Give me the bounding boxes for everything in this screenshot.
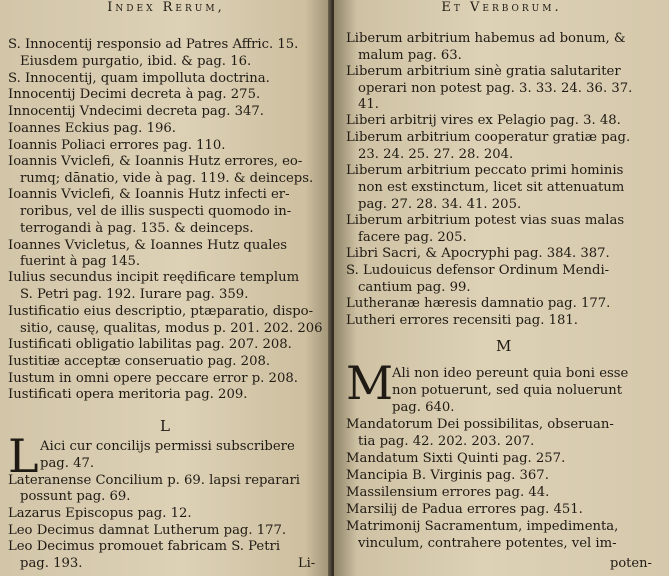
- index-entry: 41.: [358, 97, 379, 112]
- index-entry: Iustificati obligatio labilitas pag. 207. 208.: [8, 337, 292, 352]
- index-entry: operari non potest pag. 3. 33. 24. 36. 37.: [358, 81, 633, 96]
- index-entry: S. Innocentij responsio ad Patres Affric. 15.: [8, 37, 299, 52]
- section-heading-letter: L: [160, 417, 170, 435]
- index-entry: Innocentij Vndecimi decreta pag. 347.: [8, 104, 264, 119]
- index-entry: Liberum arbitrium habemus ad bonum, &: [346, 31, 626, 46]
- index-entry: Iustificati opera meritoria pag. 209.: [8, 387, 248, 402]
- index-entry: Ioannes Eckius pag. 196.: [8, 121, 176, 136]
- index-entry: Ioannis Vviclefi, & Ioannis Hutz infecti er-: [8, 187, 290, 202]
- index-entry: pag. 47.: [40, 456, 95, 471]
- index-entry: Libri Sacri, & Apocryphi pag. 384. 387.: [346, 246, 610, 261]
- drop-cap: M: [346, 356, 394, 410]
- index-entry: Ioannis Poliaci errores pag. 110.: [8, 138, 226, 153]
- index-entry: rumq; dānatio, vide à pag. 119. & deinceps.: [20, 171, 314, 186]
- index-entry: Leo Decimus promouet fabricam S. Petri: [8, 539, 281, 554]
- index-entry: Matrimonij Sacramentum, impedimenta,: [346, 519, 619, 534]
- index-entry: pag. 27. 28. 34. 41. 205.: [358, 197, 522, 212]
- index-entry: Marsilij de Padua errores pag. 451.: [346, 502, 583, 517]
- drop-cap: L: [8, 429, 39, 483]
- left-page: [0, 0, 332, 576]
- index-entry: Eiusdem purgatio, ibid. & pag. 16.: [20, 54, 252, 69]
- index-entry: pag. 640.: [392, 400, 455, 415]
- index-entry: Ioannes Vvicletus, & Ioannes Hutz quales: [8, 238, 288, 253]
- index-entry: tia pag. 42. 202. 203. 207.: [358, 434, 535, 449]
- index-entry: 23. 24. 25. 27. 28. 204.: [358, 147, 514, 162]
- index-entry: Leo Decimus damnat Lutherum pag. 177.: [8, 523, 287, 538]
- index-entry: S. Petri pag. 192. Iurare pag. 359.: [20, 287, 249, 302]
- index-entry: Lutheranæ hæresis damnatio pag. 177.: [346, 296, 611, 311]
- index-entry: Mandatorum Dei possibilitas, obseruan-: [346, 417, 614, 432]
- index-entry: Iustificatio eius descriptio, ptæparatio, dispo-: [8, 304, 314, 319]
- right-running-header: Et Verborum.: [441, 0, 562, 15]
- catchword: Li-: [298, 556, 316, 571]
- index-entry: Ali non ideo pereunt quia boni esse: [392, 366, 629, 381]
- index-entry: Aici cur concilijs permissi subscribere: [40, 439, 295, 454]
- catchword: poten-: [610, 556, 652, 571]
- section-heading-letter: M: [496, 337, 512, 355]
- left-running-header: Index Rerum,: [107, 0, 225, 15]
- index-entry: Lazarus Episcopus pag. 12.: [8, 506, 192, 521]
- index-entry: roribus, vel de illis suspecti quomodo in-: [20, 204, 292, 219]
- index-entry: Mandatum Sixti Quinti pag. 257.: [346, 451, 566, 466]
- index-entry: Iustitiæ acceptæ conseruatio pag. 208.: [8, 354, 271, 369]
- index-entry: malum pag. 63.: [358, 48, 462, 63]
- right-page: [334, 0, 669, 576]
- index-entry: Lateranense Concilium p. 69. lapsi reparari: [8, 473, 300, 488]
- index-entry: Mancipia B. Virginis pag. 367.: [346, 468, 549, 483]
- index-entry: non potuerunt, sed quia noluerunt: [392, 383, 623, 398]
- index-entry: vinculum, contrahere potentes, vel im-: [358, 536, 617, 551]
- index-entry: Liberum arbitrium peccato primi hominis: [346, 163, 624, 178]
- index-entry: Lutheri errores recensiti pag. 181.: [346, 313, 578, 328]
- index-entry: Iustum in omni opere peccare error p. 208.: [8, 371, 298, 386]
- index-entry: Ioannis Vviclefi, & Ioannis Hutz errores, eo-: [8, 154, 303, 169]
- index-entry: non est exstinctum, licet sit attenuatum: [358, 180, 625, 195]
- index-entry: Liberum arbitrium potest vias suas malas: [346, 213, 625, 228]
- index-entry: Liberum arbitrium cooperatur gratiæ pag.: [346, 130, 631, 145]
- index-entry: possunt pag. 69.: [20, 489, 131, 504]
- index-entry: Iulius secundus incipit reędificare templum: [8, 270, 300, 285]
- index-entry: facere pag. 205.: [358, 230, 467, 245]
- index-entry: Innocentij Decimi decreta à pag. 275.: [8, 87, 261, 102]
- index-entry: sitio, causę, qualitas, modus p. 201. 202. 206: [20, 321, 323, 336]
- index-entry: Massilensium errores pag. 44.: [346, 485, 550, 500]
- index-entry: Liberum arbitrium sinè gratia salutariter: [346, 64, 621, 79]
- index-entry: S. Innocentij, quam impolluta doctrina.: [8, 71, 270, 86]
- index-entry: Liberi arbitrij vires ex Pelagio pag. 3. 48.: [346, 113, 621, 128]
- index-entry: pag. 193.: [20, 556, 83, 571]
- index-entry: terrogandi à pag. 135. & deinceps.: [20, 221, 254, 236]
- index-entry: fuerint à pag 145.: [20, 254, 141, 269]
- index-entry: S. Ludouicus defensor Ordinum Mendi-: [346, 263, 610, 278]
- index-entry: cantium pag. 99.: [358, 280, 471, 295]
